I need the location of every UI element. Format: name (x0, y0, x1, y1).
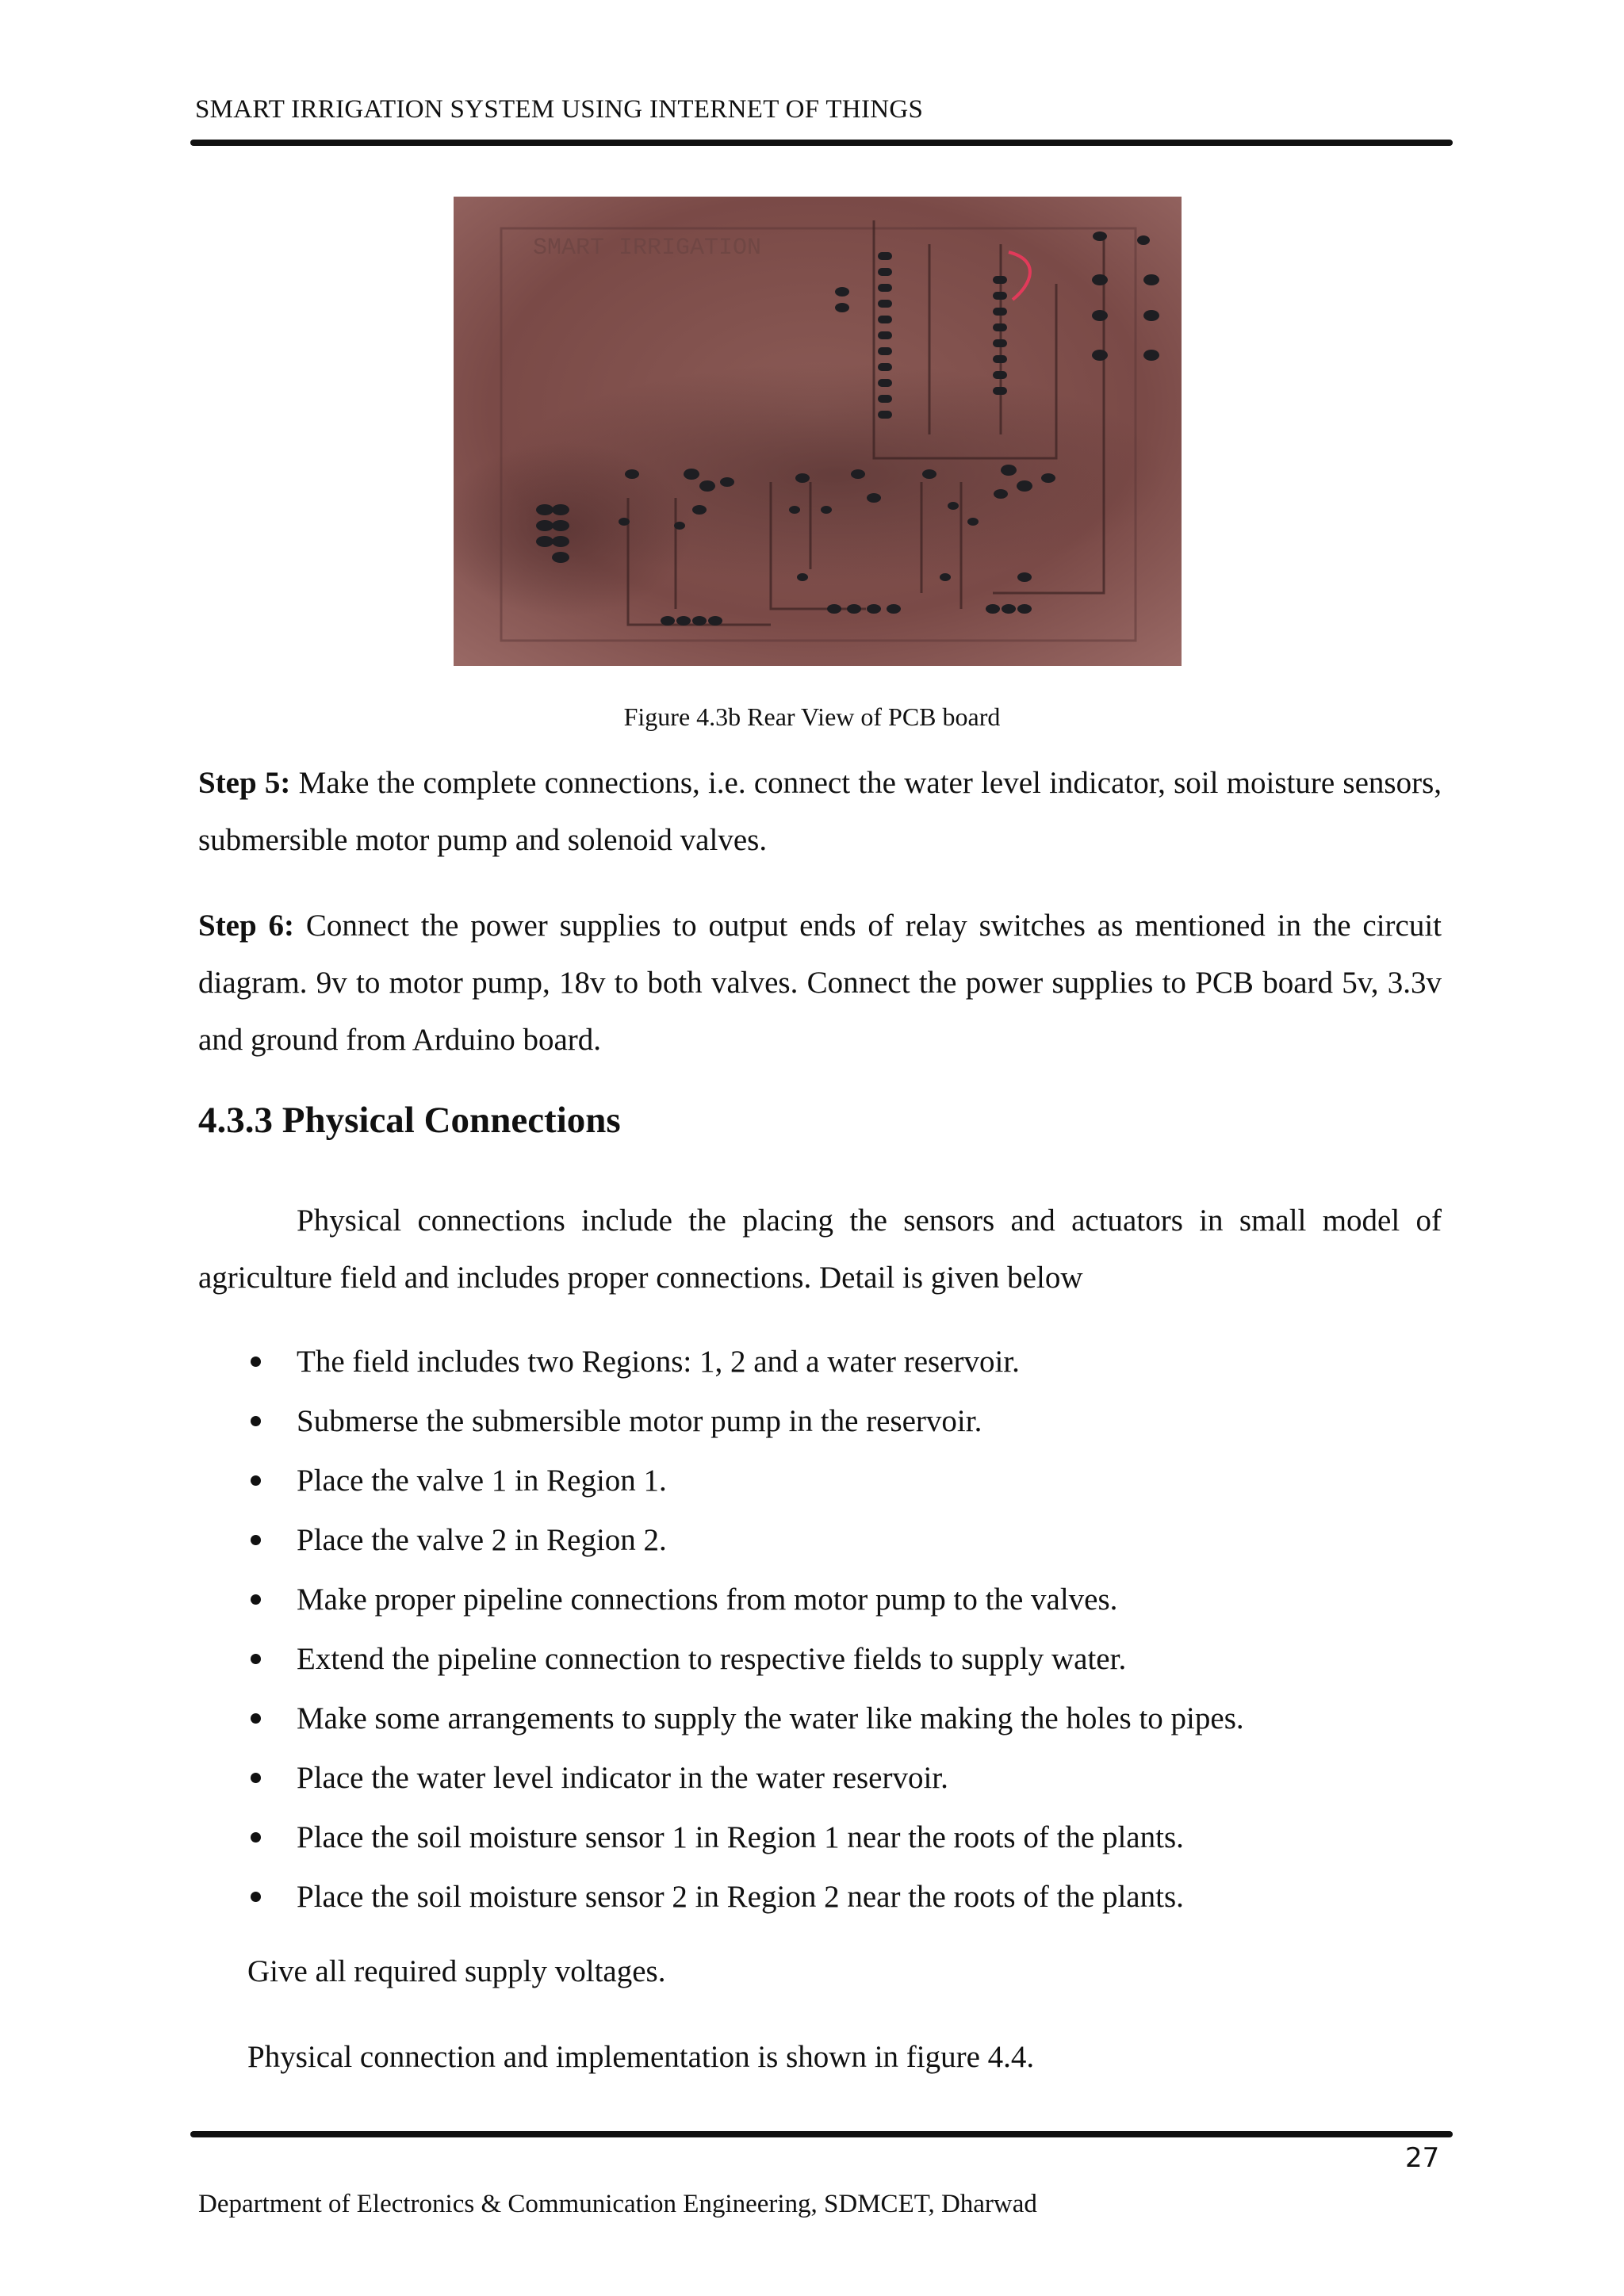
running-footer: Department of Electronics & Communication Engineering, SDMCET, Dharwad (198, 2190, 1037, 2218)
bullet-icon (251, 1713, 261, 1724)
list-item: Make some arrangements to supply the water like making the holes to pipes. (198, 1689, 1442, 1748)
list-item: Place the soil moisture sensor 2 in Region 2 near the roots of the plants. (198, 1867, 1442, 1927)
running-header: SMART IRRIGATION SYSTEM USING INTERNET OF THINGS (195, 95, 924, 124)
step-5-paragraph (198, 755, 1442, 869)
connection-steps-list (198, 1332, 1442, 1927)
step-6-label: Step 6: (198, 909, 295, 943)
bullet-icon (251, 1475, 261, 1486)
list-item: Place the water level indicator in the water reservoir. (198, 1748, 1442, 1808)
step-6-paragraph (198, 897, 1442, 1069)
list-item: Extend the pipeline connection to respective fields to supply water. (198, 1629, 1442, 1689)
bullet-icon (251, 1416, 261, 1426)
bullet-icon (251, 1654, 261, 1664)
page-number: 27 (1405, 2142, 1440, 2174)
bullet-icon (251, 1773, 261, 1783)
header-rule (190, 140, 1453, 146)
supply-voltages-note: Give all required supply voltages. (247, 1954, 666, 1988)
pcb-rear-view-photo (454, 197, 1182, 666)
section-heading: 4.3.3 Physical Connections (198, 1100, 621, 1141)
bullet-icon (251, 1594, 261, 1605)
footer-rule (190, 2131, 1453, 2137)
bullet-icon (251, 1535, 261, 1545)
step-5-label: Step 5: (198, 766, 291, 800)
step-5-text: Make the complete connections, i.e. connect the water level indicator, soil moisture sensors, submersible motor pump and solenoid valves. (198, 766, 1442, 857)
list-item: Submerse the submersible motor pump in the reservoir. (198, 1391, 1442, 1451)
figure-reference-note: Physical connection and implementation is shown in figure 4.4. (247, 2040, 1035, 2074)
list-item: Make proper pipeline connections from motor pump to the valves. (198, 1570, 1442, 1629)
list-item: The field includes two Regions: 1, 2 and a water reservoir. (198, 1332, 1442, 1391)
bullet-icon (251, 1892, 261, 1902)
figure-caption: Figure 4.3b Rear View of PCB board (623, 702, 1001, 731)
step-6-text: Connect the power supplies to output ends of relay switches as mentioned in the circuit diagram. 9v to motor pump, 18v to both valves. Connect the power supplies to PCB board 5v, 3.3v and ground from Arduino board. (198, 909, 1442, 1057)
board-label: SMART IRRIGATION (533, 235, 762, 262)
bullet-icon (251, 1832, 261, 1843)
list-item: Place the valve 2 in Region 2. (198, 1510, 1442, 1570)
list-item: Place the valve 1 in Region 1. (198, 1451, 1442, 1510)
bullet-icon (251, 1357, 261, 1367)
list-item: Place the soil moisture sensor 1 in Region 1 near the roots of the plants. (198, 1808, 1442, 1867)
section-intro: Physical connections include the placing the sensors and actuators in small model of agriculture field and includes proper connections. Detail is given below (198, 1203, 1442, 1295)
